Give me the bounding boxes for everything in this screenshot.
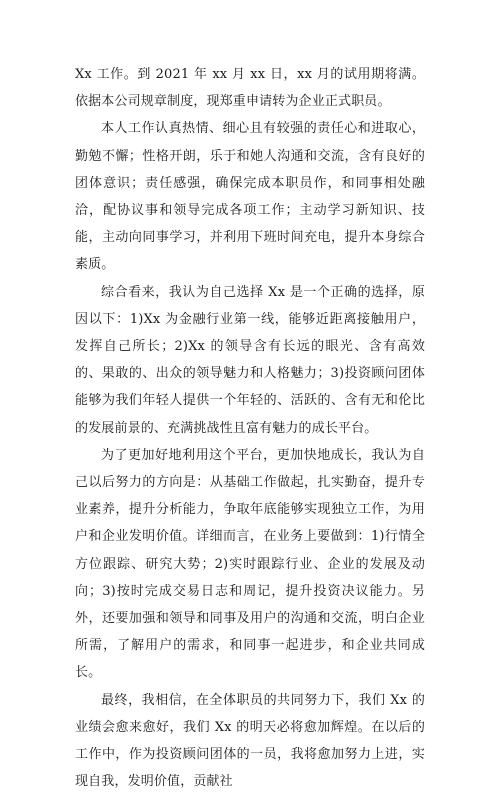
paragraph-5: 最终，我相信，在全体职员的共同努力下，我们 Xx 的业绩会愈来愈好，我们 Xx 的明天必将愈加辉煌。在以后的工作中，作为投资顾问团体的一员，我将愈加努力上进，实现自我，发明价值，贡献社	[75, 692, 425, 790]
paragraph-1: Xx 工作。到 2021 年 xx 月 xx 日，xx 月的试用期将满。依据本公司规章制度，现郑重申请转为企业正式职员。	[75, 67, 425, 110]
paragraph-3: 综合看来，我认为自己选择 Xx 是一个正确的选择，原因以下：1)Xx 为金融行业第一线，能够近距离接触用户，发挥自己所长；2)Xx 的领导含有长远的眼光、含有高效的、果敢的、出众的领导魅力和人格魅力；3)投资顾问团体能够为我们年轻人提供一个年轻的、活跃的、含有无和伦比的发展前景的、充满挑战性且富有魅力的成长平台。	[75, 284, 425, 436]
document-body	[75, 61, 425, 795]
paragraph-2: 本人工作认真热情、细心且有较强的责任心和进取心，勤勉不懈；性格开朗，乐于和她人沟通和交流，含有良好的团体意识；责任感强，确保完成本职员作，和同事相处融洽，配协议事和领导完成各项工作；主动学习新知识、技能，主动向同事学习，并利用下班时间充电，提升本身综合素质。	[75, 121, 425, 273]
paragraph-4: 为了更加好地利用这个平台，更加快地成长，我认为自己以后努力的方向是：从基础工作做起，扎实勤奋，提升专业素养，提升分析能力，争取年底能够实现独立工作，为用户和企业发明价值。详细而言，在业务上要做到：1)行情全方位跟踪、研究大势；2)实时跟踪行业、企业的发展及动向；3)按时完成交易日志和周记，提升投资决议能力。另外，还要加强和领导和同事及用户的沟通和交流，明白企业所需，了解用户的需求，和同事一起进步，和企业共同成长。	[75, 447, 425, 681]
